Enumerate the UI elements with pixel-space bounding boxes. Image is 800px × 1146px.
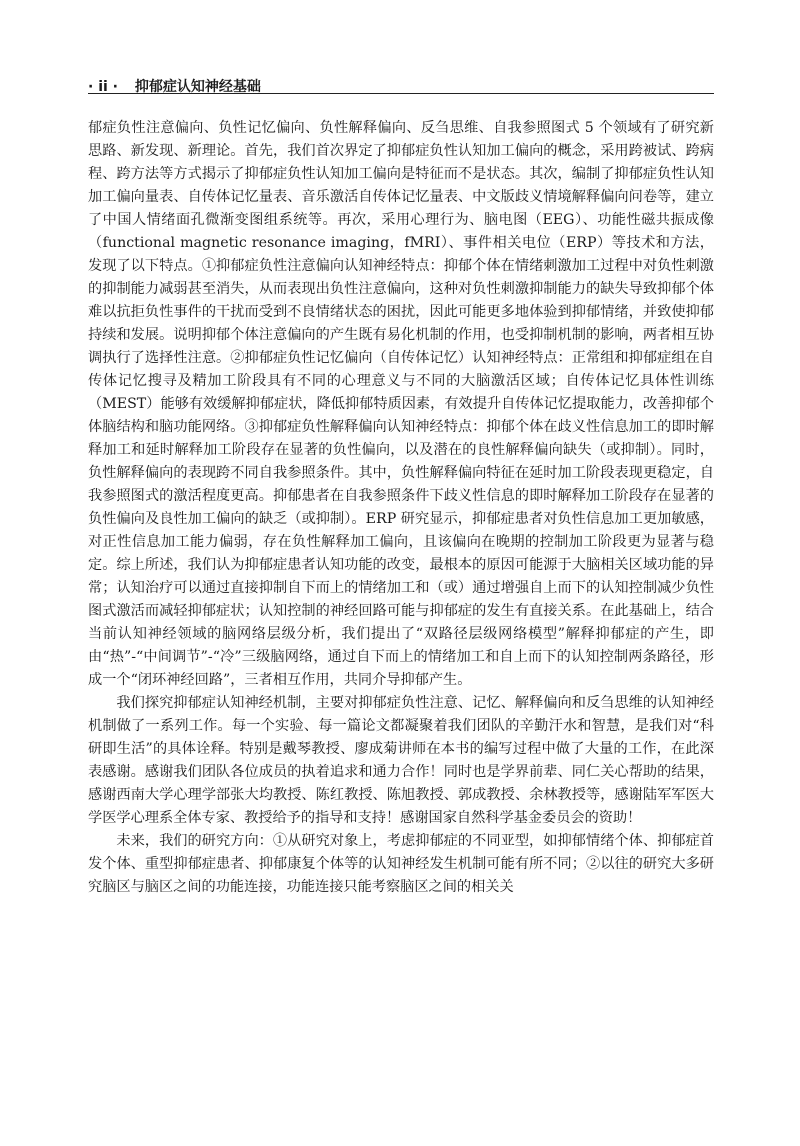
header-row bbox=[88, 76, 261, 96]
running-title: 抑郁症认知神经基础 bbox=[134, 79, 261, 95]
paragraph-continued: 郁症负性注意偏向、负性记忆偏向、负性解释偏向、反刍思维、自我参照图式 5 个领域有了研究新思路、新发现、新理论。首先，我们首次界定了抑郁症负性认知加工偏向的概念，采用跨被试、跨病程、跨方法等方式揭示了抑郁症负性认知加工偏向是特征而不是状态。其次，编制了抑郁症负性认知加工偏向量表、自传体记忆量表、音乐激活自传体记忆量表、中文版歧义情境解释偏向问卷等，建立了中国人情绪面孔微渐变图组系统等。再次，采用心理行为、脑电图（EEG）、功能性磁共振成像（functional magnetic resonance imaging，fMRI）、事件相关电位（ERP）等技术和方法，发现了以下特点。①抑郁症负性注意偏向认知神经特点：抑郁个体在情绪刺激加工过程中对负性刺激的抑制能力减弱甚至消失，从而表现出负性注意偏向，这种对负性刺激抑制能力的缺失导致抑郁个体难以抗拒负性事件的干扰而受到不良情绪状态的困扰，因此可能更多地体验到抑郁情绪，并致使抑郁持续和发展。说明抑郁个体注意偏向的产生既有易化机制的作用，也受抑制机制的影响，两者相互协调执行了选择性注意。②抑郁症负性记忆偏向（自传体记忆）认知神经特点：正常组和抑郁症组在自传体记忆搜寻及精加工阶段具有不同的心理意义与不同的大脑激活区域；自传体记忆具体性训练（MEST）能够有效缓解抑郁症状，降低抑郁特质因素，有效提升自传体记忆提取能力，改善抑郁个体脑结构和脑功能网络。③抑郁症负性解释偏向认知神经特点：抑郁个体在歧义性信息加工的即时解释加工和延时解释加工阶段存在显著的负性偏向，以及潜在的良性解释偏向缺失（或抑制）。同时，负性解释偏向的表现跨不同自我参照条件。其中，负性解释偏向特征在延时加工阶段表现更稳定，自我参照图式的激活程度更高。抑郁患者在自我参照条件下歧义性信息的即时解释加工阶段存在显著的负性偏向及良性加工偏向的缺乏（或抑制）。ERP 研究显示，抑郁症患者对负性信息加工更加敏感，对正性信息加工能力偏弱，存在负性解释加工偏向，且该偏向在晚期的控制加工阶段更为显著与稳定。综上所述，我们认为抑郁症患者认知功能的改变，最根本的原因可能源于大脑相关区域功能的异常；认知治疗可以通过直接抑制自下而上的情绪加工和（或）通过增强自上而下的认知控制减少负性图式激活而减轻抑郁症状；认知控制的神经回路可能与抑郁症的发生有直接关系。在此基础上，结合当前认知神经领域的脑网络层级分析，我们提出了“双路径层级网络模型”解释抑郁症的产生，即由“热”-“中间调节”-“冷”三级脑网络，通过自下而上的情绪加工和自上而下的认知控制两条路径，形成一个“闭环神经回路”，三者相互作用，共同介导抑郁产生。 bbox=[88, 120, 714, 688]
page-number: · ii · bbox=[88, 79, 118, 95]
paragraph-acknowledgements: 我们探究抑郁症认知神经机制，主要对抑郁症负性注意、记忆、解释偏向和反刍思维的认知神经机制做了一系列工作。每一个实验、每一篇论文都凝聚着我们团队的辛勤汗水和智慧，是我们对“科研即生活”的具体诠释。特别是戴琴教授、廖成菊讲师在本书的编写过程中做了大量的工作，在此深表感谢。感谢我们团队各位成员的执着追求和通力合作！同时也是学界前辈、同仁关心帮助的结果，感谢西南大学心理学部张大均教授、陈红教授、陈旭教授、郭成教授、余林教授等，感谢陆军军医大学医学心理系全体专家、教授给予的指导和支持！感谢国家自然科学基金委员会的资助！ bbox=[88, 695, 714, 826]
running-header bbox=[88, 68, 714, 94]
paragraph-future-directions: 未来，我们的研究方向：①从研究对象上，考虑抑郁症的不同亚型，如抑郁情绪个体、抑郁症首发个体、重型抑郁症患者、抑郁康复个体等的认知神经发生机制可能有所不同；②以往的研究大多研究脑区与脑区之间的功能连接，功能连接只能考察脑区之间的相关关 bbox=[88, 833, 714, 895]
body-text bbox=[88, 117, 714, 899]
